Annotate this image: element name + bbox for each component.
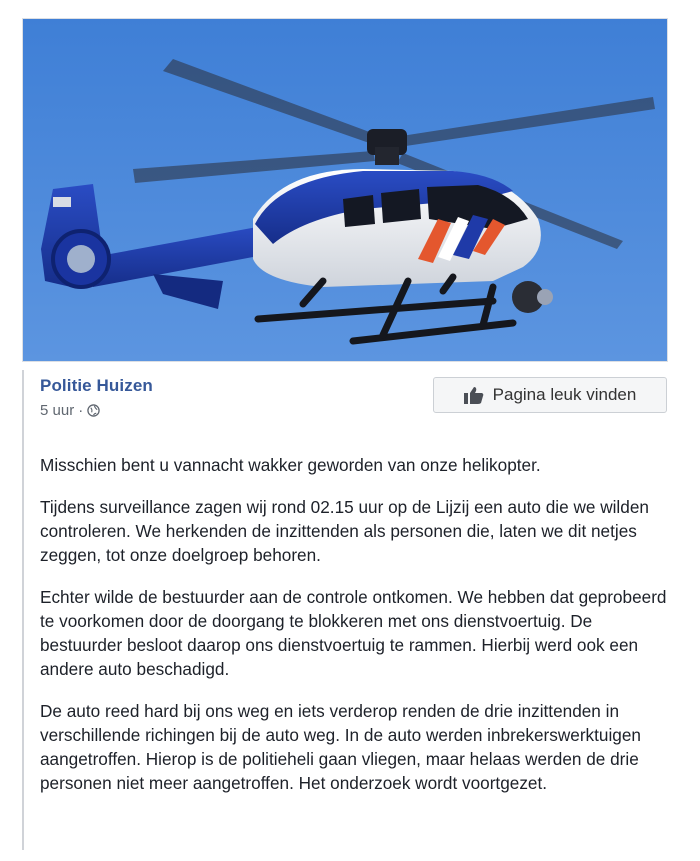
post-paragraph: Tijdens surveillance zagen wij rond 02.15 uur op de Lijzij een auto die we wilden controleren. We herkenden de inzittenden als personen die, laten we dit netjes zeggen, tot onze doelgroep behoren.: [40, 497, 649, 565]
like-page-button[interactable]: [433, 377, 667, 413]
post-paragraph: Misschien bent u vannacht wakker geworden van onze helikopter.: [40, 455, 541, 475]
thumbs-up-icon: [464, 386, 484, 404]
globe-icon: [87, 404, 100, 417]
post-time[interactable]: 5 uur: [40, 402, 75, 419]
helicopter-image: [23, 19, 667, 361]
post-text: [40, 453, 670, 813]
like-page-label: Pagina leuk vinden: [492, 385, 637, 404]
post-paragraph: Echter wilde de bestuurder aan de controle ontkomen. We hebben dat geprobeerd te voorkomen door de doorgang te blokkeren met ons dienstvoertuig. De bestuurder besloot daarop ons dienstvoertuig te rammen. Hierbij werd ook een andere auto beschadigd.: [40, 587, 667, 679]
post-header: [40, 376, 153, 419]
facebook-post: [22, 370, 674, 850]
page-name-link[interactable]: Politie Huizen: [40, 376, 153, 395]
post-paragraph: De auto reed hard bij ons weg en iets verderop renden de drie inzittenden in verschillende richingen bij de auto weg. In de auto werden inbrekerswerktuigen aangetroffen. Hierop is de politieheli gaan vliegen, maar helaas werden de drie personen niet meer aangetroffen. Het onderzoek wordt voortgezet.: [40, 701, 641, 793]
meta-separator: ·: [78, 402, 84, 419]
post-meta: [40, 402, 153, 419]
post-photo[interactable]: [22, 18, 668, 362]
